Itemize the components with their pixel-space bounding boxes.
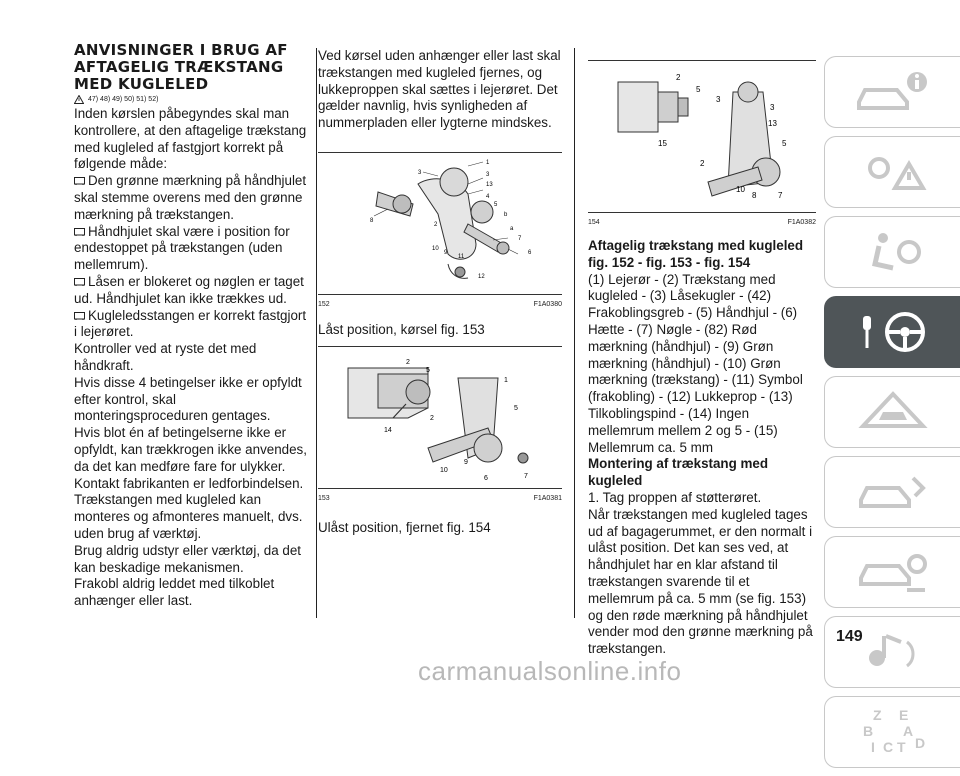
- checklist-item: [74, 224, 308, 274]
- callout-label: 14: [384, 427, 392, 434]
- callout-label: 13: [768, 119, 777, 128]
- checklist-text: Håndhjulet skal være i position for endestoppet på trækstangen (uden mellemrum).: [74, 223, 290, 273]
- checklist-item: [74, 173, 308, 223]
- subheading: Montering af trækstang med kugleled: [588, 456, 769, 489]
- callout-label: 10: [432, 246, 439, 252]
- column-3-text: [588, 238, 816, 658]
- callout-label: a: [510, 226, 514, 232]
- callout-label: 3: [770, 103, 775, 112]
- callout-label: 2: [406, 359, 410, 366]
- index-letter: D: [914, 735, 925, 751]
- tow-bar-closeup-illustration: [588, 62, 816, 212]
- heading-line: MED KUGLELED: [74, 75, 209, 93]
- checkbox-bullet-icon: [74, 228, 85, 236]
- paragraph: Kontakt fabrikanten er ledforbindelsen.: [74, 475, 304, 491]
- column-1: [74, 42, 308, 610]
- checkbox-bullet-icon: [74, 177, 85, 185]
- figure-code: F1A0382: [787, 219, 816, 226]
- callout-label: 2: [700, 159, 705, 168]
- paragraph: Kontroller ved at ryste det med håndkraft.: [74, 341, 257, 373]
- callout-label: 10: [736, 185, 745, 194]
- car-info-icon: [853, 68, 933, 116]
- tab-multimedia[interactable]: [824, 616, 960, 688]
- column-divider: [316, 48, 317, 618]
- reference-numbers: 47) 48) 49) 50) 51) 52): [88, 96, 159, 103]
- figure-number: 152: [318, 301, 330, 308]
- procedure-step: 1. Tag proppen af støtterøret.: [588, 489, 762, 505]
- callout-label: 5: [514, 405, 518, 412]
- index-letter: E: [898, 707, 908, 723]
- tab-emergency[interactable]: [824, 376, 960, 448]
- figure-number: 154: [588, 219, 600, 226]
- intro-paragraph: Inden kørslen påbegyndes skal man kontrollere, at den aftagelige trækstang med kugleled af fastgjort korrekt på følgende måde:: [74, 106, 307, 172]
- callout-label: 5: [426, 367, 430, 374]
- callout-label: 7: [518, 236, 522, 242]
- figure-code: F1A0381: [533, 495, 562, 502]
- tow-bar-locked-illustration: [318, 154, 562, 294]
- callout-label: 9: [464, 459, 468, 466]
- figure-154-caption: [588, 219, 816, 226]
- callout-label: 1: [486, 160, 490, 166]
- callout-label: 4: [486, 194, 490, 200]
- checklist-text: Låsen er blokeret og nøglen er taget ud. Håndhjulet kan ikke trækkes ud.: [74, 273, 304, 306]
- checklist-item: [74, 308, 308, 342]
- tab-technical-data[interactable]: [824, 536, 960, 608]
- callout-label: 7: [778, 191, 783, 200]
- chapter-tabs: [824, 56, 960, 776]
- intro-paragraph: Ved kørsel uden anhænger eller last skal trækstangen med kugleled fjernes, og lukkeproppen skal sættes i lejerøret. Det gælder navnlig, hvis synligheden af nummerpladen eller lygterne mindskes.: [318, 48, 561, 131]
- figure-152: [318, 154, 562, 295]
- alphabetical-index-icon: [853, 706, 933, 758]
- index-letter: I: [870, 739, 875, 755]
- dashboard-warning-icon: [853, 148, 933, 196]
- callout-label: 3: [716, 95, 721, 104]
- page-number: 149: [836, 628, 863, 645]
- figure-code: F1A0380: [533, 301, 562, 308]
- callout-label: 12: [478, 274, 485, 280]
- column-divider: [574, 48, 575, 618]
- tab-index[interactable]: [824, 696, 960, 768]
- callout-label: 6: [528, 250, 532, 256]
- callout-label: 1: [504, 377, 508, 384]
- checklist-item: [74, 274, 308, 308]
- callout-label: 10: [440, 467, 448, 474]
- callout-label: 2: [434, 222, 438, 228]
- figure-top-rule: [318, 152, 562, 153]
- callout-label: 2: [676, 73, 681, 82]
- callout-label: 3: [418, 170, 422, 176]
- index-letter: A: [902, 723, 913, 739]
- heading-line: ANVISNINGER I BRUG AF: [74, 41, 288, 59]
- callout-label: 8: [752, 191, 757, 200]
- index-letter: B: [862, 723, 873, 739]
- procedure-step: Når trækstangen med kugleled tages ud af bagagerummet, er den normalt i ulåst position. Det kan ses ved, at håndhjulet har en klar afstand til trækstangen svarende til et mellemrum på ca. 5 mm (se fig. 153) og den røde mærkning på håndhjulet vender mod den grønne mærkning på trækstangen.: [588, 506, 813, 657]
- airbag-seat-icon: [853, 228, 933, 276]
- paragraph: Brug aldrig udstyr eller værktøj, da det kan beskadige mekanismen.: [74, 542, 301, 575]
- figure-153-caption: [318, 495, 562, 502]
- figure-152-caption: [318, 301, 562, 308]
- column-2: [318, 42, 562, 535]
- index-letter: Z: [872, 707, 882, 723]
- multimedia-icon: [853, 628, 933, 676]
- tow-bar-unlocked-illustration: [318, 348, 562, 488]
- callout-label: 15: [658, 139, 667, 148]
- paragraph: Trækstangen med kugleled kan monteres og afmonteres manuelt, dvs. uden brug af værktøj.: [74, 492, 303, 541]
- figure-number: 153: [318, 495, 330, 502]
- callout-label: 3: [486, 172, 490, 178]
- column-1-text: [74, 106, 308, 610]
- callout-label: 5: [494, 202, 498, 208]
- warning-triangle-icon: [74, 95, 84, 104]
- callout-label: b: [504, 212, 508, 218]
- figure-description: Ulåst position, fjernet fig. 154: [318, 520, 491, 535]
- heading-line: AFTAGELIG TRÆKSTANG: [74, 58, 284, 76]
- callout-label: 5: [696, 85, 701, 94]
- warning-refs: [74, 95, 308, 104]
- figure-154: [588, 62, 816, 213]
- figure-top-rule: [588, 60, 816, 61]
- watermark: carmanualsonline.info: [418, 656, 682, 686]
- index-letter: T: [896, 739, 906, 755]
- callout-label: 5: [782, 139, 787, 148]
- checkbox-bullet-icon: [74, 312, 85, 320]
- tab-car-info[interactable]: [824, 56, 960, 128]
- checkbox-bullet-icon: [74, 278, 85, 286]
- checklist-text: Kugleledsstangen er korrekt fastgjort i lejerøret.: [74, 307, 307, 340]
- section-heading: [74, 42, 308, 93]
- car-maintenance-icon: [853, 468, 933, 516]
- callout-label: 9: [444, 250, 448, 256]
- callout-label: 7: [524, 473, 528, 480]
- technical-data-icon: [853, 548, 933, 596]
- key-steering-wheel-icon: [853, 308, 933, 356]
- figure-description: Låst position, kørsel fig. 153: [318, 322, 485, 337]
- subheading: Aftagelig trækstang med kugleled fig. 152 - fig. 153 - fig. 154: [588, 238, 804, 270]
- figure-153: [318, 348, 562, 489]
- tab-safety[interactable]: [824, 216, 960, 288]
- index-letter: C: [882, 739, 893, 755]
- paragraph: Frakobl aldrig leddet med tilkoblet anhænger eller last.: [74, 576, 275, 609]
- checklist-text: Den grønne mærkning på håndhjulet skal stemme overens med den grønne mærkning på trækstangen.: [74, 173, 307, 222]
- callout-label: 6: [484, 475, 488, 482]
- callout-label: 8: [370, 218, 374, 224]
- figure-top-rule: [318, 346, 562, 347]
- paragraph: Hvis blot én af betingelserne ikke er opfyldt, kan trækkrogen ikke anvendes, da det kan medføre fare for ulykker.: [74, 425, 307, 474]
- callout-label: 13: [486, 182, 493, 188]
- tab-maintenance[interactable]: [824, 456, 960, 528]
- callout-label: 11: [458, 254, 465, 260]
- tab-starting-driving[interactable]: [824, 296, 960, 368]
- car-breakdown-icon: [853, 388, 933, 436]
- figure-legend: (1) Lejerør - (2) Trækstang med kugleled - (3) Låsekugler - (42) Frakoblingsgreb - (5) Håndhjul - (6) Hætte - (7) Nøgle - (82) Rød mærkning (håndhjul) - (9) Grøn mærkning (håndhjul) - (10) Grøn mærkning (trækstang) - (11) Symbol (frakobling) - (12) Lukkeprop - (13) Tilkoblingspind - (14) Ingen mellemrum mellem 2 og 5 - (15) Mellemrum ca. 5 mm: [588, 271, 803, 455]
- callout-label: 2: [430, 415, 434, 422]
- paragraph: Hvis disse 4 betingelser ikke er opfyldt efter kontrol, skal monteringsproceduren gentages.: [74, 374, 302, 424]
- tab-dashboard-warnings[interactable]: [824, 136, 960, 208]
